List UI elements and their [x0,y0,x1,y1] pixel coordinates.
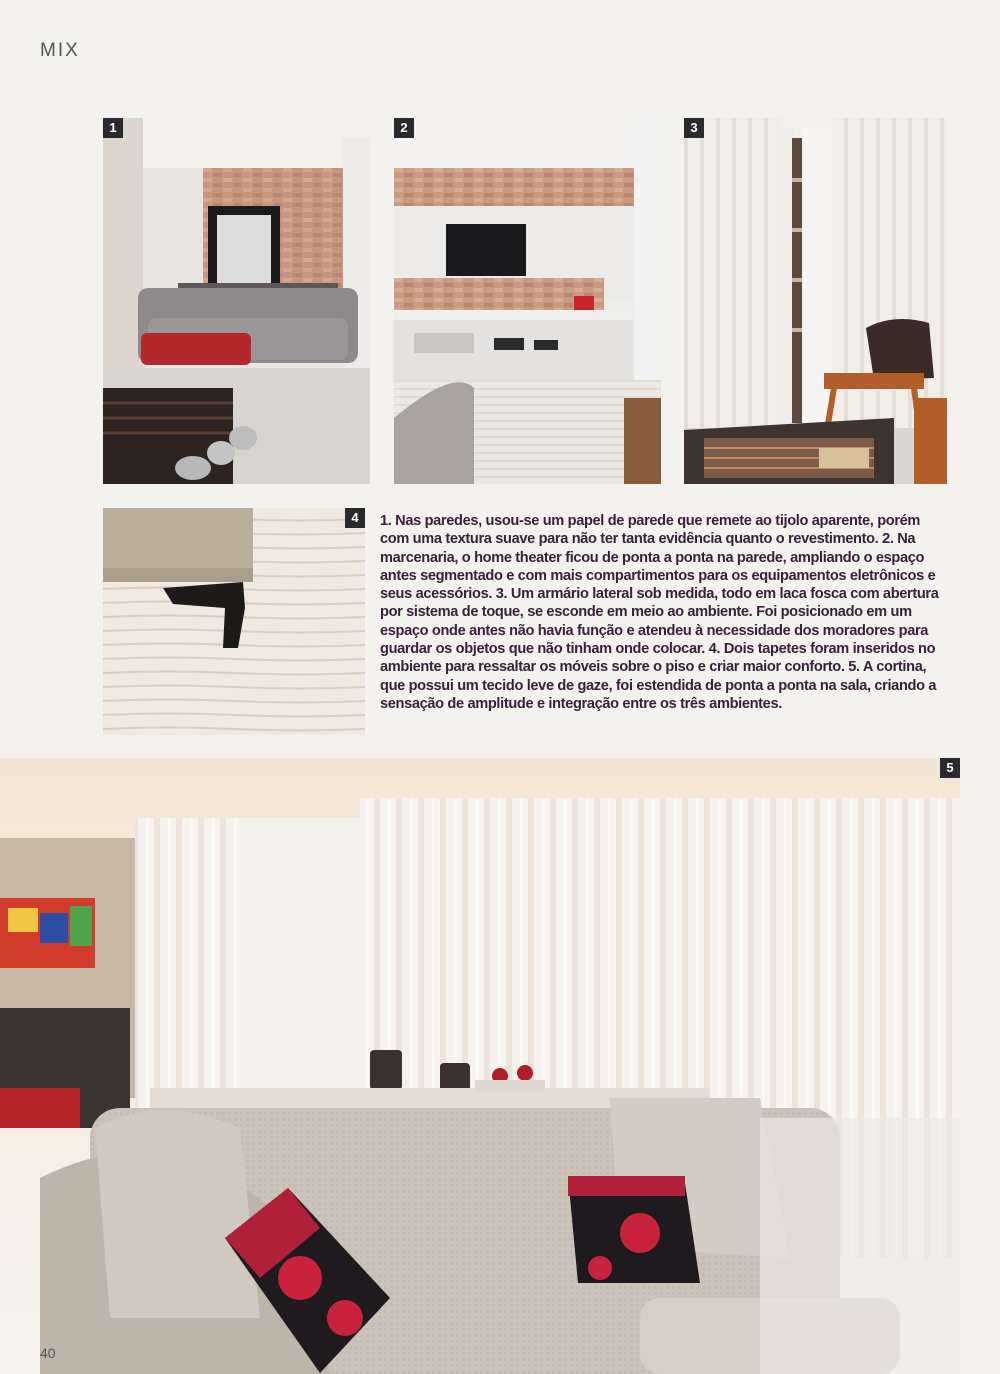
page-number: 40 [40,1345,56,1361]
photo-2 [394,118,661,484]
photo-3 [684,118,947,484]
photo-1-image [103,118,370,484]
photo-2-image [394,118,661,484]
photo-5 [0,758,960,1374]
photo-3-image [684,118,947,484]
section-label: MIX [40,40,80,61]
photo-4-image [103,508,365,735]
photo-number-badge: 3 [684,118,704,138]
photo-1 [103,118,370,484]
photo-number-badge: 2 [394,118,414,138]
photo-5-image [0,758,960,1374]
photo-number-badge: 5 [940,758,960,778]
photo-number-badge: 4 [345,508,365,528]
photo-4 [103,508,365,735]
photo-captions: 1. Nas paredes, usou-se um papel de parede que remete ao tijolo aparente, porém com uma textura suave para não ter tanta evidência quanto o revestimento. 2. Na marcenaria, o home theater ficou de ponta a ponta na parede, ampliando o espaço antes segmentado e com mais compartimentos para os equipamentos eletrônicos e seus acessórios. 3. Um armário lateral sob medida, todo em laca fosca com abertura por sistema de toque, se esconde em meio ao ambiente. Foi posicionado em um espaço onde antes não havia função e atendeu à necessidade dos moradores para guardar os objetos que não tinham onde colocar. 4. Dois tapetes foram inseridos no ambiente para ressaltar os móveis sobre o piso e criar maior conforto. 5. A cortina, que possui um tecido leve de gaze, foi estendida de ponta a ponta na sala, criando a sensação de amplitude e integração entre os três ambientes. [380,513,939,712]
photo-number-badge: 1 [103,118,123,138]
